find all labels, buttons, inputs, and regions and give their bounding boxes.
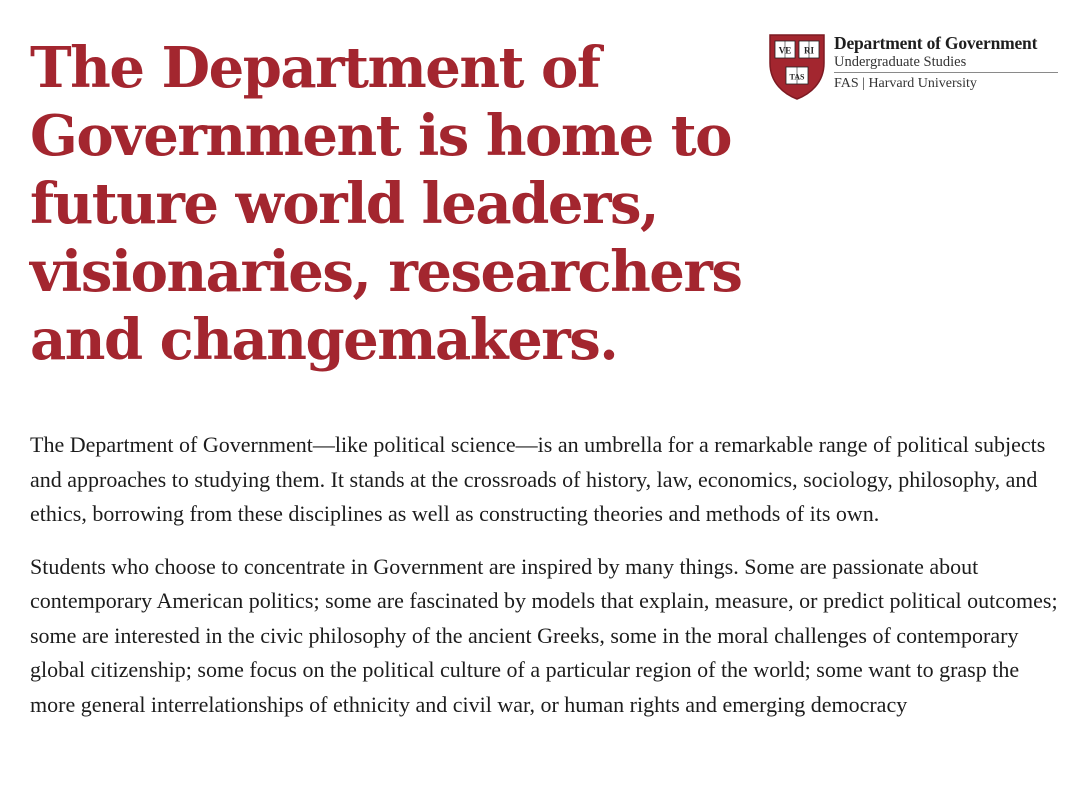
- harvard-shield-icon: [768, 33, 826, 101]
- shield-letters-tas: TAS: [789, 72, 805, 82]
- intro-paragraph: The Department of Government—like political science—is an umbrella for a remarkable range of political subjects and approaches to studying them. It stands at the crossroads of history, law, economics, sociology, philosophy, and ethics, borrowing from these disciplines as well as constructing theories and methods of its own.: [30, 432, 1046, 526]
- headline-line-3: future world leaders,: [30, 171, 659, 237]
- brand-subtitle: Undergraduate Studies: [834, 54, 967, 70]
- shield-letters-ri: RI: [803, 45, 815, 56]
- brand-affiliation: FAS | Harvard University: [834, 76, 977, 91]
- headline-line-1: The Department of: [30, 35, 600, 101]
- body-content: [30, 428, 1060, 740]
- page-headline: [30, 34, 742, 374]
- headline-line-2: Government is home to: [30, 103, 731, 169]
- headline-line-5: and changemakers.: [30, 307, 618, 373]
- brand-title: Department of Government: [834, 33, 1038, 53]
- brand-divider: [834, 72, 1058, 73]
- shield-letters-ve: VE: [778, 45, 792, 56]
- headline-line-4: visionaries, researchers: [30, 239, 742, 305]
- department-logo[interactable]: [768, 33, 1060, 103]
- students-paragraph: Students who choose to concentrate in Government are inspired by many things. Some are passionate about contemporary American politics; some are fascinated by models that explain, measure, or predict political outcomes; some are interested in the civic philosophy of the ancient Greeks, some in the moral challenges of contemporary global citizenship; some focus on the political culture of a particular region of the world; some want to grasp the more general interrelationships of ethnicity and civil war, or human rights and emerging democracy: [30, 553, 1058, 717]
- brand-text-block: [834, 33, 1060, 93]
